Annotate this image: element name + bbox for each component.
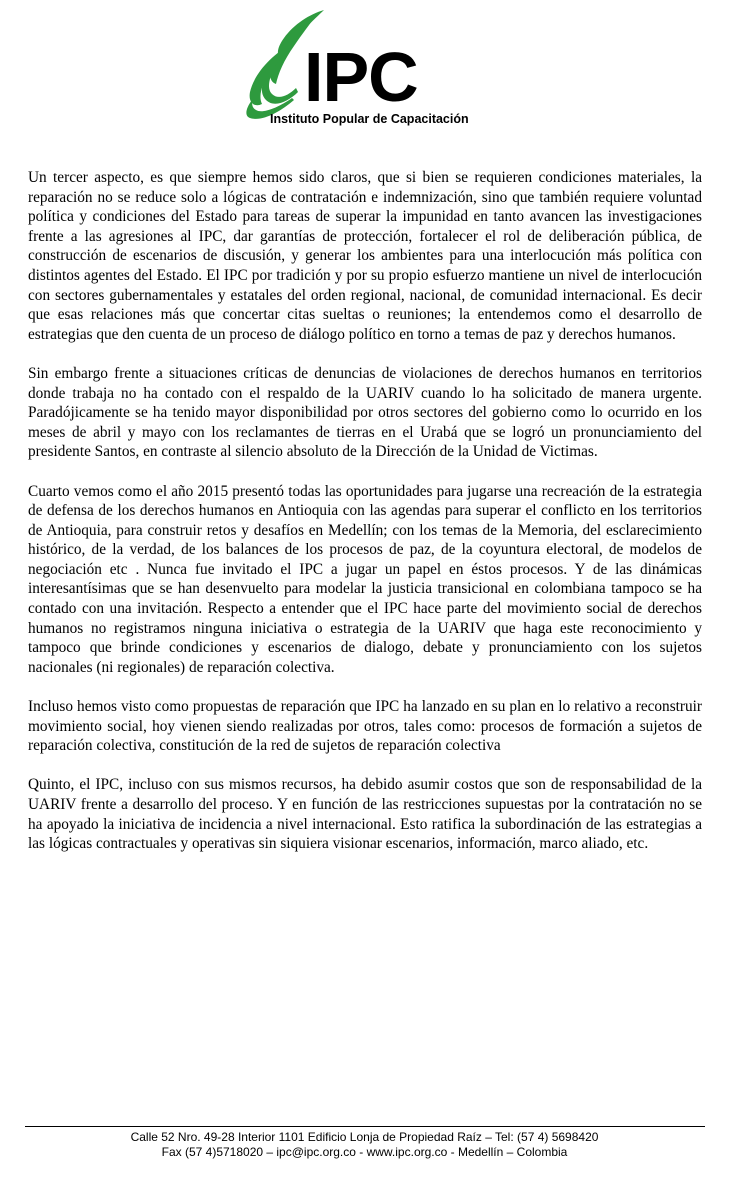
footer-address: Calle 52 Nro. 49-28 Interior 1101 Edificio Lonja de Propiedad Raíz – Tel: (57 4) 5698420 <box>130 1130 599 1144</box>
document-body <box>28 168 702 873</box>
paragraph: Incluso hemos visto como propuestas de reparación que IPC ha lanzado en su plan en lo relativo a reconstruir movimiento social, hoy vienen siendo realizadas por otros, tales como: procesos de formación a sujetos de reparación colectiva, constitución de la red de sujetos de reparación colectiva <box>28 698 702 755</box>
paragraph: Quinto, el IPC, incluso con sus mismos recursos, ha debido asumir costos que son de responsabilidad de la UARIV frente a desarrollo del proceso. Y en función de las restricciones supuestas por la contratación no se ha apoyado la iniciativa de incidencia a nivel internacional. Esto ratifica la subordinación de las estrategias a las lógicas contractuales y operativas sin siquiera visionar escenarios, información, marco aliado, etc. <box>28 776 702 853</box>
logo-wordmark: IPC <box>304 38 418 116</box>
paragraph: Cuarto vemos como el año 2015 presentó todas las oportunidades para jugarse una recreación de la estrategia de defensa de los derechos humanos en Antioquia con las agendas para superar el conflicto en los territorios de Antioquia, para construir retos y desafíos en Medellín; con los temas de la Memoria, del esclarecimiento histórico, de la verdad, de los balances de los procesos de paz, de la coyuntura electoral, de modelos de negociación etc . Nunca fue invitado el IPC a jugar un papel en éstos procesos. Y de las dinámicas interesantísimas que se han desenvuelto para modelar la justicia transicional en colombiana tampoco se ha contado con una invitación. Respecto a entender que el IPC hace parte del movimiento social de derechos humanos no registramos ninguna iniciativa o estrategia de la UARIV que haga este reconocimiento y tampoco que brinde condiciones y escenarios de dialogo, debate y pronunciamiento con los sujetos nacionales (ni regionales) de reparación colectiva. <box>28 482 702 676</box>
paragraph: Sin embargo frente a situaciones críticas de denuncias de violaciones de derechos humanos en territorios donde trabaja no ha contado con el respaldo de la UARIV cuando lo ha solicitado de manera urgente. Paradójicamente se ha tenido mayor disponibilidad por otros sectores del gobierno como lo ocurrido en los meses de abril y mayo con los reclamantes de tierras en el Urabá que se logró un pronunciamiento del presidente Santos, en contraste al silencio absoluto de la Dirección de la Unidad de Victimas. <box>28 364 702 461</box>
ipc-logo <box>232 4 512 132</box>
footer-divider <box>25 1126 705 1127</box>
logo-subtitle: Instituto Popular de Capacitación <box>270 112 469 126</box>
paragraph: Un tercer aspecto, es que siempre hemos sido claros, que si bien se requieren condiciones materiales, la reparación no se reduce solo a lógicas de contratación e indemnización, sino que también requiere voluntad política y condiciones del Estado para tareas de superar la impunidad en tanto avancen las investigaciones frente a las agresiones al IPC, dar garantías de protección, fortalecer el rol de deliberación pública, de construcción de escenarios de discusión, y generar los ambientes para una interlocución más política con distintos agentes del Estado. El IPC por tradición y por su propio esfuerzo mantiene un nivel de interlocución con sectores gubernamentales y estatales del orden regional, nacional, de comunidad internacional. Es decir que esas relaciones más que concertar citas sueltas o reuniones; la entendemos como el desarrollo de estrategias que den cuenta de un proceso de diálogo político en torno a temas de paz y derechos humanos. <box>28 169 702 343</box>
footer-contact: Fax (57 4)5718020 – ipc@ipc.org.co - www.ipc.org.co - Medellín – Colombia <box>161 1145 568 1159</box>
footer <box>0 1130 729 1160</box>
